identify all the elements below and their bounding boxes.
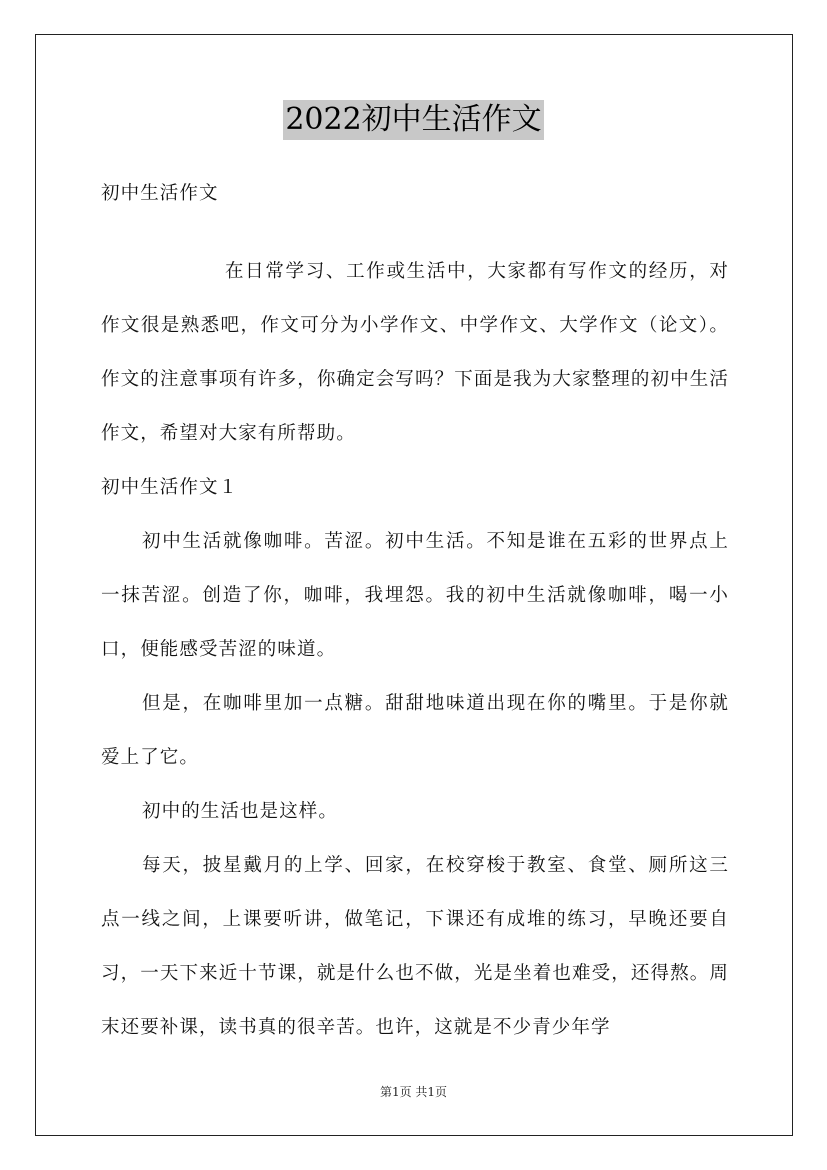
title-container xyxy=(0,100,827,140)
body-paragraph-1: 初中生活就像咖啡。苦涩。初中生活。不知是谁在五彩的世界点上一抹苦涩。创造了你，咖啡，我埋怨。我的初中生活就像咖啡，喝一小口，便能感受苦涩的味道。 xyxy=(101,531,729,660)
section-title: 初中生活作文１ xyxy=(101,477,239,498)
body-paragraph-3: 初中的生活也是这样。 xyxy=(142,801,339,822)
body-paragraph-2: 但是，在咖啡里加一点糖。甜甜地味道出现在你的嘴里。于是你就爱上了它。 xyxy=(101,693,729,768)
page-footer: 第1页 共1页 xyxy=(379,1085,448,1099)
document-subtitle: 初中生活作文 xyxy=(101,183,219,204)
document-title: 2022初中生活作文 xyxy=(283,100,543,140)
document-body xyxy=(101,167,729,1055)
body-paragraph-4: 每天，披星戴月的上学、回家，在校穿梭于教室、食堂、厕所这三点一线之间，上课要听讲，做笔记，下课还有成堆的练习，早晚还要自习，一天下来近十节课，就是什么也不做，光是坐着也难受，还得熬。周末还要补课，读书真的很辛苦。也许，这就是不少青少年学 xyxy=(101,855,729,1038)
intro-paragraph: 在日常学习、工作或生活中，大家都有写作文的经历，对作文很是熟悉吧，作文可分为小学作文、中学作文、大学作文（论文）。作文的注意事项有许多，你确定会写吗？下面是我为大家整理的初中生活作文，希望对大家有所帮助。 xyxy=(101,261,729,444)
